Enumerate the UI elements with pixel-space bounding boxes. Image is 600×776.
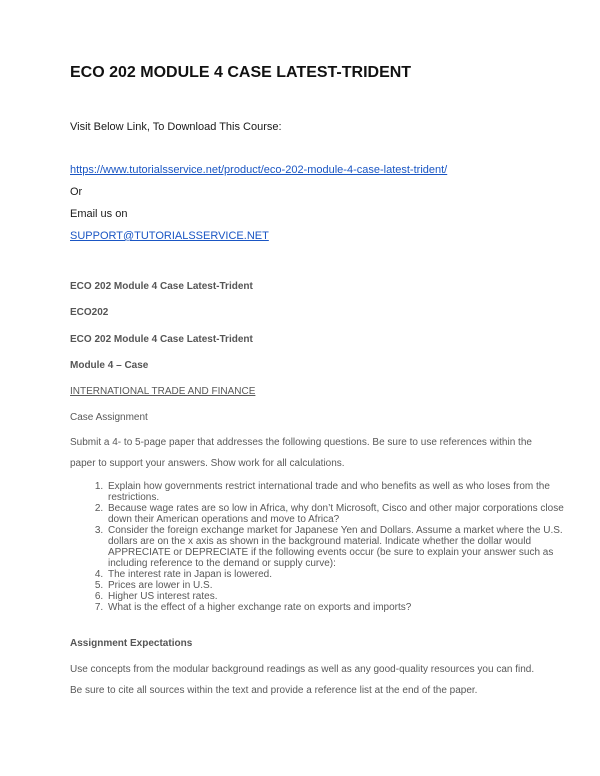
question-item: 4. The interest rate in Japan is lowered. (106, 569, 566, 580)
question-item: 1. Explain how governments restrict international trade and who benefits as well as who loses from the restrictions. (106, 481, 566, 503)
question-item: 7. What is the effect of a higher exchange rate on exports and imports? (106, 602, 566, 613)
course-code: ECO202 (70, 307, 109, 318)
visit-instruction: Visit Below Link, To Download This Course: (70, 121, 282, 133)
case-assignment-label: Case Assignment (70, 412, 148, 423)
expectations-line-1: Use concepts from the modular background readings as well as any good-quality resources you can find. (70, 664, 535, 675)
module-label: Module 4 – Case (70, 360, 149, 371)
section-heading-1: ECO 202 Module 4 Case Latest-Trident (70, 281, 253, 292)
email-prompt: Email us on (70, 208, 128, 220)
course-link[interactable]: https://www.tutorialsservice.net/product/eco-202-module-4-case-latest-trident/ (70, 164, 448, 176)
or-text: Or (70, 186, 83, 198)
section-heading-2: ECO 202 Module 4 Case Latest-Trident (70, 334, 253, 345)
question-item: 6. Higher US interest rates. (106, 591, 566, 602)
question-list (82, 481, 566, 613)
expectations-line-2: Be sure to cite all sources within the text and provide a reference list at the end of the paper. (70, 685, 478, 696)
email-link[interactable]: SUPPORT@TUTORIALSSERVICE.NET (70, 230, 269, 242)
expectations-heading: Assignment Expectations (70, 638, 193, 649)
question-item: 5. Prices are lower in U.S. (106, 580, 566, 591)
page-title: ECO 202 MODULE 4 CASE LATEST-TRIDENT (70, 64, 412, 81)
intro-line-1: Submit a 4- to 5-page paper that addresses the following questions. Be sure to use references within the (70, 437, 532, 448)
question-item: 2. Because wage rates are so low in Africa, why don’t Microsoft, Cisco and other major corporations close down their American operations and move to Africa? (106, 503, 566, 525)
question-item: 3. Consider the foreign exchange market for Japanese Yen and Dollars. Assume a market where the U.S. dollars are on the x axis as shown in the background material. Indicate whether the dollar would APPRECIATE or DEPRECIATE if the following events occur (be sure to explain your answer such as including reference to the demand or supply curve): (106, 525, 566, 569)
intro-line-2: paper to support your answers. Show work for all calculations. (70, 458, 345, 469)
topic-heading: INTERNATIONAL TRADE AND FINANCE (70, 386, 256, 397)
